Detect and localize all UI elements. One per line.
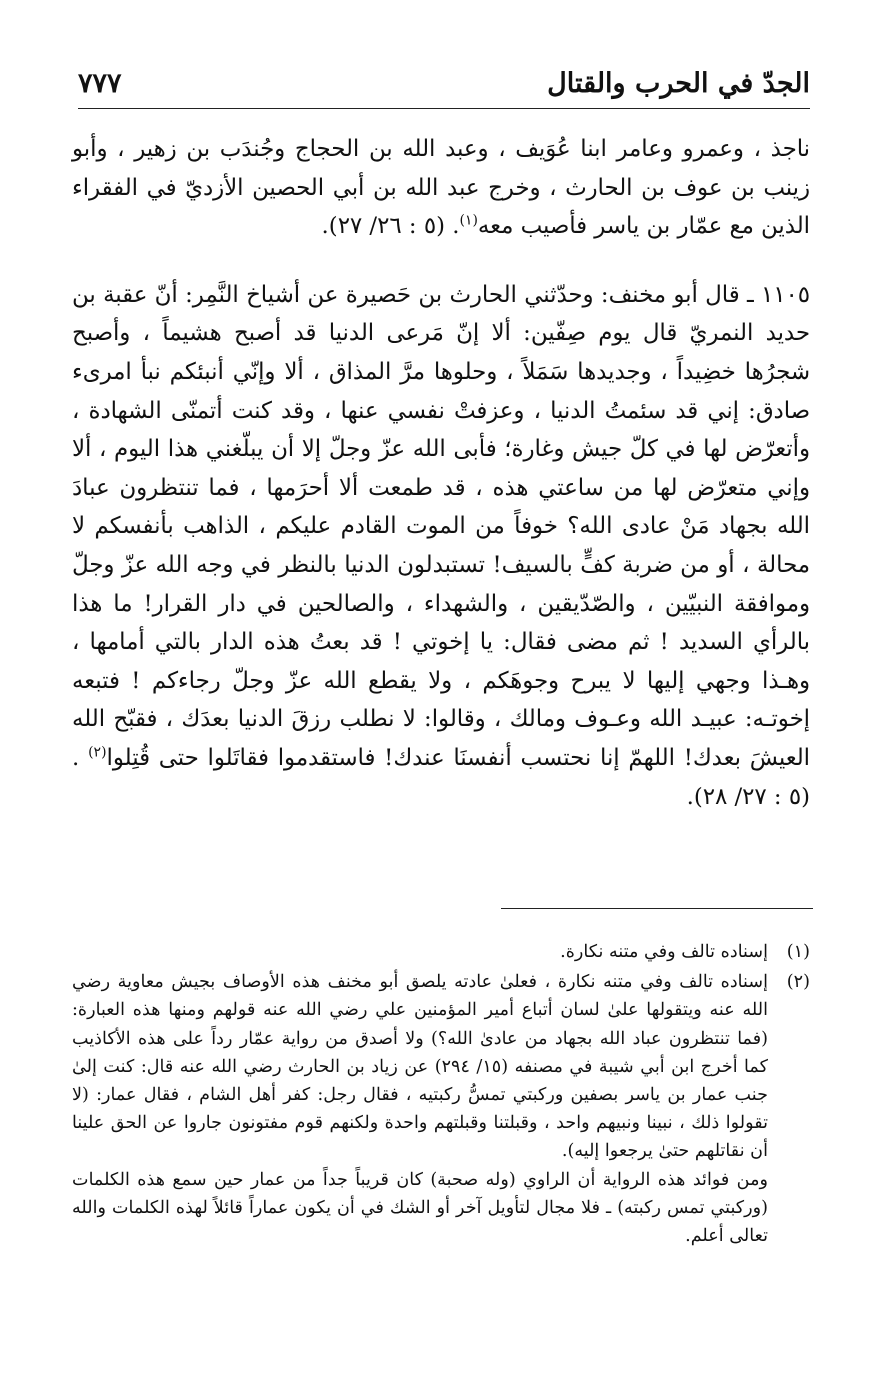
footnote-reference-1: (١) bbox=[459, 212, 478, 229]
paragraph-continuation bbox=[72, 130, 810, 246]
footnote-number: (١) bbox=[786, 942, 810, 962]
page-header bbox=[78, 64, 810, 109]
paragraph-text: ١١٠٥ ـ قال أبو مخنف: وحدّثني الحارث بن حَصيرة عن أشياخ النَّمِر: أنّ عقبة بن حديد النمريّ قال يوم صِفّين: ألا إنّ مَرعى الدنيا قد أصبح هشيماً ، وأصبح شجرُها خضِيداً ، وجديدها سَمَلاً ، وحلوها مرَّ المذاق ، ألا وإنّي أنبئكم نبأ امرىء صادق: إني قد سئمتُ الدنيا ، وعزفتْ نفسي عنها ، وقد كنت أتمنّى الشهادة ، وأتعرّض لها في كلّ جيش وغارة؛ فأبى الله عزّ وجلّ إلا أن يبلّغني هذا اليوم ، ألا وإني متعرّض لها من ساعتي هذه ، قد طمعت ألا أحرَمها ، فما تنتظرون عبادَ الله بجهاد مَنْ عادى الله؟ خوفاً من الموت القادم عليكم ، الذاهب بأنفسكم لا محالة ، أو من ضربة كفٍّ بالسيف! تستبدلون الدنيا بالنظر في وجه الله عزّ وجلّ وموافقة النبيّين ، والصّدّيقين ، والشهداء ، والصالحين في دار القرار! ما هذا بالرأي السديد ! ثم مضى فقال: يا إخوتي ! قد بعتُ هذه الدار بالتي أمامها ، وهـذا وجهي إليها لا يبرح وجوهَكم ، ولا يقطع الله عزّ وجلّ رجاءكم ! فتبعه إخوتـه: عبيـد الله وعـوف ومالك ، وقالوا: لا نطلب رزقَ الدنيا بعدَك ، فقبّح الله العيشَ بعدك! اللهمّ إنا نحتسب أنفسنَا عندك! فاستقدموا فقاتَلوا حتى قُتِلوا bbox=[72, 281, 811, 771]
footnote-body bbox=[72, 968, 768, 1250]
footnote-body bbox=[72, 938, 768, 966]
citation-text: . (٥ : ٢٧/ ٢٨). bbox=[72, 744, 810, 810]
citation-text: . (٥ : ٢٦/ ٢٧). bbox=[321, 213, 460, 240]
footnote-1 bbox=[72, 938, 810, 966]
footnote-separator bbox=[501, 908, 813, 909]
paragraph-text: ناجذ ، وعمرو وعامر ابنا عُوَيف ، وعبد الله بن الحجاج وجُندَب بن زهير ، وأبو زينب بن عوف بن الحارث ، وخرج عبد الله بن أبي الحصين الأزديّ في الفقراء الذين مع عمّار بن ياسر فأصيب معه bbox=[72, 136, 810, 240]
page-number: ٧٧٧ bbox=[78, 68, 122, 99]
footnote-reference-2: (٢) bbox=[88, 744, 107, 761]
footnote-text: إسناده تالف وفي متنه نكارة ، فعلىٰ عادته يلصق أبو مخنف هذه الأوصاف بجيش معاوية رضي الله عنه ويتقولها علىٰ لسان أتباع أمير المؤمنين علي رضي الله عنه قولهم ومنها هذه العبارة: (فما تنتظرون عباد الله بجهاد من عادىٰ الله؟) ولا أصدق من رواية عمّار رداً على هذه الأكاذيب كما أخرج ابن أبي شيبة في مصنفه (١٥/ ٢٩٤) عن زياد بن الحارث رضي الله عنه قال: كنت إلىٰ جنب عمار بن ياسر بصفين وركبتي تمسُّ ركبتيه ، فقال رجل: كفر أهل الشام ، فقال عمار: (لا تقولوا ذلك ، نبينا ونبيهم واحد ، وقبلتنا وقبلتهم واحدة ولكنهم قوم مفتونون جاروا عن الحق علينا أن نقاتلهم حتىٰ يرجعوا إليه). bbox=[72, 972, 768, 1162]
footnote-text: إسناده تالف وفي متنه نكارة. bbox=[560, 942, 768, 962]
footnote-2 bbox=[72, 968, 810, 1250]
footnotes bbox=[72, 938, 810, 1250]
footnote-text: ومن فوائد هذه الرواية أن الراوي (وله صحبة) كان قريباً جداً من عمار حين سمع هذه الكلمات (وركبتي تمس ركبته) ـ فلا مجال لتأويل آخر أو الشك في أن يكون عماراً قائلاً لهذه الكلمات والله تعالى أعلم. bbox=[72, 1169, 768, 1247]
running-title: الجدّ في الحرب والقتال bbox=[547, 68, 810, 99]
footnote-number: (٢) bbox=[786, 972, 810, 993]
main-text bbox=[72, 130, 810, 816]
paragraph-narration-1105 bbox=[72, 276, 810, 816]
